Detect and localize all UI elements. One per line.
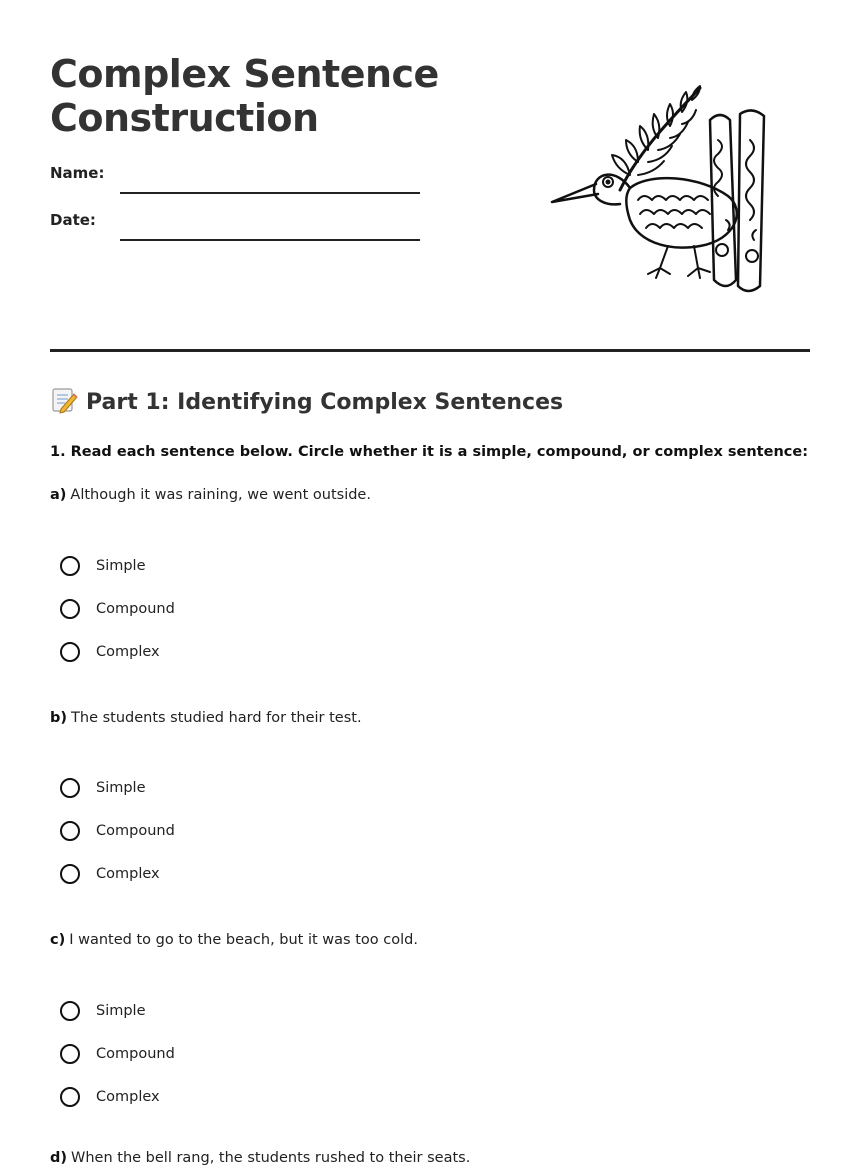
kiwi-bird-illustration-icon [550, 80, 780, 300]
option-label: Simple [96, 1003, 146, 1019]
date-write-line [120, 239, 420, 241]
question-a-option-simple[interactable] [60, 554, 146, 578]
question-a [50, 487, 371, 503]
radio-circle-icon[interactable] [60, 1087, 80, 1107]
question-c [50, 932, 418, 948]
question-text: The students studied hard for their test. [71, 710, 362, 726]
question-b-option-compound[interactable] [60, 819, 175, 843]
radio-circle-icon[interactable] [60, 1001, 80, 1021]
question-label: a) [50, 487, 67, 503]
option-label: Compound [96, 1046, 175, 1062]
question-b-option-simple[interactable] [60, 776, 146, 800]
option-label: Complex [96, 1089, 160, 1105]
question-a-option-compound[interactable] [60, 597, 175, 621]
question-b [50, 710, 362, 726]
memo-icon [50, 386, 78, 414]
radio-circle-icon[interactable] [60, 1044, 80, 1064]
header-divider [50, 349, 810, 352]
question-text: When the bell rang, the students rushed to their seats. [71, 1150, 471, 1166]
radio-circle-icon[interactable] [60, 864, 80, 884]
name-write-line [120, 192, 420, 194]
part1-heading-text: Part 1: Identifying Complex Sentences [86, 390, 564, 415]
question-text: I wanted to go to the beach, but it was too cold. [69, 932, 418, 948]
part1-heading [50, 386, 563, 415]
question-label: d) [50, 1150, 68, 1166]
question-c-option-compound[interactable] [60, 1042, 175, 1066]
option-label: Simple [96, 558, 146, 574]
question-d [50, 1150, 470, 1166]
question-b-option-complex[interactable] [60, 862, 160, 886]
part1-instruction: 1. Read each sentence below. Circle whether it is a simple, compound, or complex sentence: [50, 444, 809, 460]
date-label: Date: [50, 211, 96, 229]
question-text: Although it was raining, we went outside. [70, 487, 371, 503]
option-label: Compound [96, 823, 175, 839]
radio-circle-icon[interactable] [60, 821, 80, 841]
question-a-option-complex[interactable] [60, 640, 160, 664]
name-label: Name: [50, 164, 105, 182]
date-field [50, 211, 420, 235]
option-label: Complex [96, 644, 160, 660]
worksheet-title: Complex Sentence Construction [50, 52, 439, 140]
worksheet-page [50, 0, 810, 1166]
question-label: c) [50, 932, 66, 948]
radio-circle-icon[interactable] [60, 599, 80, 619]
radio-circle-icon[interactable] [60, 642, 80, 662]
question-c-option-complex[interactable] [60, 1085, 160, 1109]
question-c-option-simple[interactable] [60, 999, 146, 1023]
radio-circle-icon[interactable] [60, 556, 80, 576]
name-field [50, 164, 420, 188]
option-label: Compound [96, 601, 175, 617]
option-label: Simple [96, 780, 146, 796]
radio-circle-icon[interactable] [60, 778, 80, 798]
question-label: b) [50, 710, 68, 726]
option-label: Complex [96, 866, 160, 882]
